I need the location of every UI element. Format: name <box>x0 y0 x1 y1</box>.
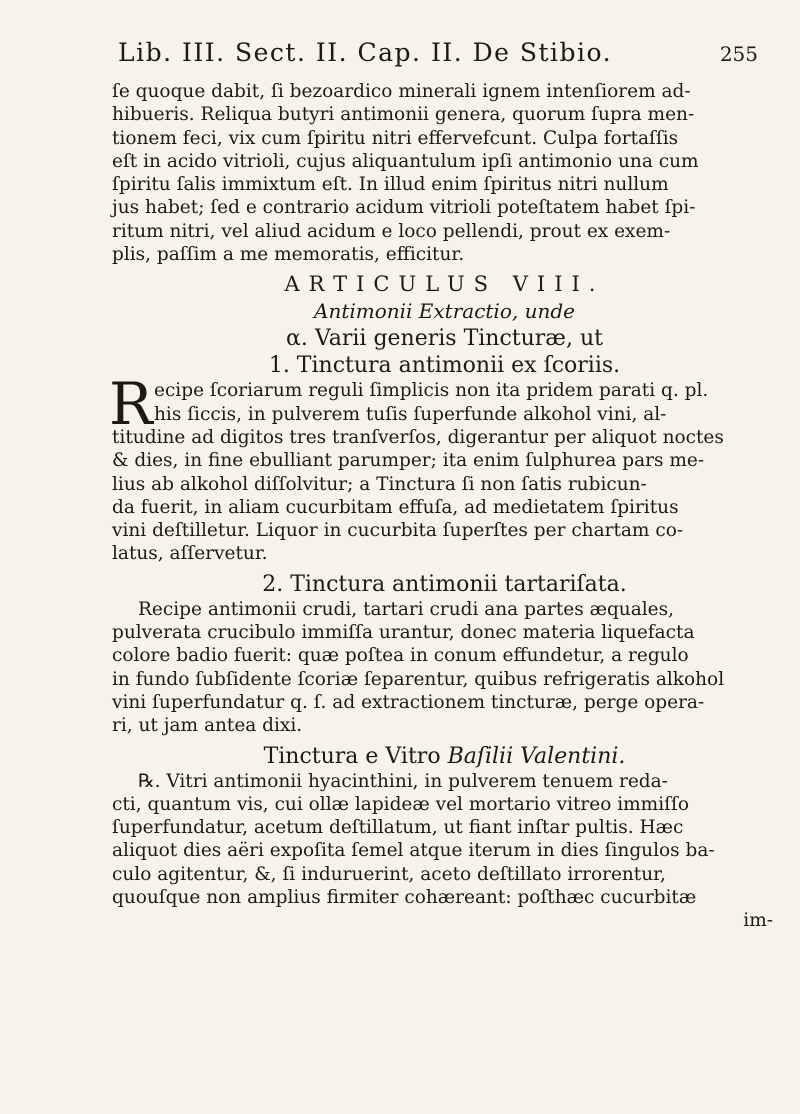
text-line: Recipe antimonii crudi, tartari crudi ana partes æquales, <box>138 598 674 620</box>
text-line: vini deſtilletur. Liquor in cucurbita ſuperſtes per chartam co- <box>112 520 684 542</box>
catchword: im- <box>743 910 773 932</box>
text-line: latus, aſſervetur. <box>112 543 268 565</box>
text-line: colore badio fuerit: quæ poſtea in conum effundetur, a regulo <box>112 645 689 667</box>
text-line: lius ab alkohol diſſolvitur; a Tinctura ſi non ſatis rubicun- <box>112 473 647 495</box>
text-line: & dies, in fine ebulliant parumper; ita enim ſulphurea pars me- <box>112 450 705 472</box>
drop-cap: R <box>109 370 153 439</box>
text-line: ſpiritu ſalis immixtum eſt. In illud enim ſpiritus nitri nullum <box>112 174 669 196</box>
paragraph-3 <box>112 598 777 738</box>
recipe-3-heading <box>112 743 777 770</box>
text-line: in fundo ſubſidente ſcoriæ ſeparentur, quibus refrigeratis alkohol <box>112 668 725 690</box>
text-line: tionem feci, vix cum ſpiritu nitri effervefcunt. Culpa fortaſſis <box>112 127 679 149</box>
text-line: hibueris. Reliqua butyri antimonii genera, quorum ſupra men- <box>112 104 695 126</box>
running-title: Lib. III. Sect. II. Cap. II. De Stibio. <box>118 38 613 67</box>
text-line: vini ſuperfundatur q. ſ. ad extractionem tincturæ, perge opera- <box>112 691 705 713</box>
article-subtitle: Antimonii Extractio, unde <box>314 299 575 324</box>
text-line: ſe quoque dabit, ſi bezoardico minerali ignem intenſiorem ad- <box>112 81 691 102</box>
text-line: pulverata crucibulo immiſſa urantur, donec materia liquefacta <box>112 622 695 644</box>
paragraph-4 <box>112 770 777 933</box>
text-line: ſuperfundatur, acetum deſtillatum, ut fiant inſtar pultis. Hæc <box>112 817 684 839</box>
text-line: cti, quantum vis, cui ollæ lapideæ vel mortario vitreo immiſſo <box>112 793 689 815</box>
text-line: his ſiccis, in pulverem tuſis ſuperfunde alkohol vini, al- <box>154 403 667 425</box>
text-line: ecipe ſcoriarum reguli ſimplicis non ita pridem parati q. pl. <box>154 380 709 402</box>
page-number: 255 <box>719 42 758 66</box>
text-line: ritum nitri, vel aliud acidum e loco pellendi, prout ex exem- <box>112 220 671 242</box>
recipe-3-author: Baſilii Valentini. <box>447 743 626 769</box>
text-line: culo agitentur, &, ſi induruerint, aceto deſtillato irrorentur, <box>112 863 666 885</box>
text-line: aliquot dies aëri expoſita ſemel atque iterum in dies ſingulos ba- <box>112 840 715 862</box>
article-heading: ARTICULUS VIII. <box>284 272 605 297</box>
page-body <box>109 80 777 933</box>
paragraph-2 <box>109 370 777 565</box>
text-line: da fuerit, in aliam cucurbitam effuſa, ad medietatem ſpiritus <box>112 496 679 518</box>
text-line: ℞. Vitri antimonii hyacinthini, in pulverem tenuem reda- <box>138 770 668 792</box>
recipe-3-title: Tinctura e Vitro <box>263 743 448 769</box>
text-line: quouſque non amplius firmiter cohæreant: poſthæc cucurbitæ <box>112 887 697 909</box>
running-header <box>118 38 758 67</box>
text-line: titudine ad digitos tres tranſverſos, digerantur per aliquot noctes <box>112 426 724 448</box>
text-line: ri, ut jam antea dixi. <box>112 715 303 737</box>
text-line: jus habet; ſed e contrario acidum vitrioli poteſtatem habet ſpi- <box>112 197 696 219</box>
text-line: plis, paſſim a me memoratis, efficitur. <box>112 244 465 266</box>
paragraph-1 <box>112 80 777 266</box>
recipe-1-heading: 1. Tinctura antimonii ex ſcoriis. <box>268 353 621 379</box>
recipe-2-heading: 2. Tinctura antimonii tartariſata. <box>262 571 627 597</box>
text-line: eſt in acido vitrioli, cujus aliquantulum ipſi antimonio una cum <box>112 150 699 172</box>
section-alpha-heading: α. Varii generis Tincturæ, ut <box>286 326 603 352</box>
